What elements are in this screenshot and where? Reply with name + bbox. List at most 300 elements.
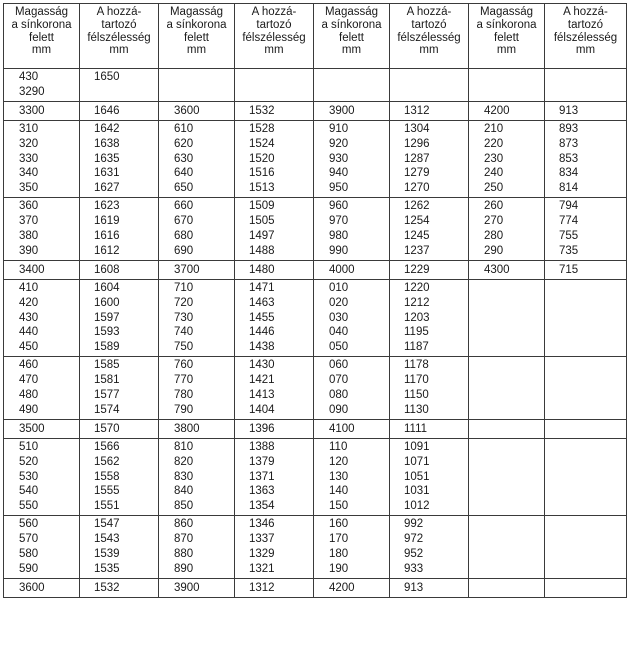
- halfwidth-cell: [80, 516, 159, 579]
- cell-value: 1203: [404, 311, 430, 324]
- height-cell: [469, 279, 545, 356]
- cell-value: 090: [329, 403, 349, 416]
- cell-value: 660: [174, 200, 194, 213]
- height-cell: [314, 260, 390, 279]
- cell-value: 1312: [404, 104, 430, 117]
- height-cell: [469, 120, 545, 197]
- cell-value: 490: [19, 403, 39, 416]
- cell-value: 1562: [94, 455, 120, 468]
- halfwidth-cell: [235, 198, 314, 261]
- cell-value: 1566: [94, 440, 120, 453]
- height-cell: [159, 101, 235, 120]
- cell-value: 610: [174, 122, 194, 135]
- cell-value: 1516: [249, 167, 275, 180]
- halfwidth-cell: [80, 279, 159, 356]
- cell-value: 940: [329, 167, 349, 180]
- halfwidth-cell: [390, 438, 469, 515]
- cell-value: 910: [329, 122, 349, 135]
- halfwidth-cell: [80, 198, 159, 261]
- halfwidth-cell: [80, 120, 159, 197]
- cell-value: 1535: [94, 562, 120, 575]
- cell-value: 570: [19, 533, 39, 546]
- cell-value: 920: [329, 137, 349, 150]
- halfwidth-cell: [545, 578, 627, 597]
- cell-value: 670: [174, 215, 194, 228]
- cell-value: 060: [329, 359, 349, 372]
- cell-value: 1480: [249, 263, 275, 276]
- cell-value: 040: [329, 326, 349, 339]
- cell-value: 1604: [94, 281, 120, 294]
- cell-value: 760: [174, 359, 194, 372]
- halfwidth-cell: [235, 260, 314, 279]
- cell-value: 1279: [404, 167, 430, 180]
- cell-value: 1497: [249, 230, 275, 243]
- halfwidth-cell: [235, 69, 314, 102]
- cell-value: 460: [19, 359, 39, 372]
- halfwidth-cell: [80, 578, 159, 597]
- cell-value: 680: [174, 230, 194, 243]
- height-cell: [314, 438, 390, 515]
- height-cell: [159, 419, 235, 438]
- cell-value: 980: [329, 230, 349, 243]
- halfwidth-cell: [390, 357, 469, 420]
- halfwidth-cell: [80, 357, 159, 420]
- height-cell: [4, 279, 80, 356]
- cell-value: 620: [174, 137, 194, 150]
- halfwidth-cell: [235, 516, 314, 579]
- header-line: A hozzá-: [406, 6, 452, 18]
- height-cell: [159, 438, 235, 515]
- cell-value: 020: [329, 296, 349, 309]
- halfwidth-cell: [545, 438, 627, 515]
- cell-value: 730: [174, 311, 194, 324]
- cell-value: 050: [329, 341, 349, 354]
- cell-value: 890: [174, 562, 194, 575]
- cell-value: 950: [329, 182, 349, 195]
- cell-value: 1513: [249, 182, 275, 195]
- cell-value: 1388: [249, 440, 275, 453]
- cell-value: 450: [19, 341, 39, 354]
- cell-value: 1150: [404, 389, 429, 402]
- cell-value: 1287: [404, 152, 430, 165]
- height-cell: [4, 69, 80, 102]
- cell-value: 630: [174, 152, 194, 165]
- cell-value: 220: [484, 137, 504, 150]
- height-cell: [159, 279, 235, 356]
- cell-value: 3290: [19, 85, 45, 98]
- halfwidth-cell: [545, 279, 627, 356]
- halfwidth-cell: [390, 198, 469, 261]
- cell-value: 1520: [249, 152, 275, 165]
- header-line: felett: [494, 31, 519, 44]
- cell-value: 270: [484, 215, 504, 228]
- cell-value: 370: [19, 215, 39, 228]
- clearance-table: [3, 3, 627, 598]
- cell-value: 720: [174, 296, 194, 309]
- cell-value: 1509: [249, 200, 275, 213]
- halfwidth-cell: [80, 101, 159, 120]
- table-wrapper: [3, 3, 626, 598]
- summary-row: [4, 419, 627, 438]
- cell-value: 1642: [94, 122, 120, 135]
- height-cell: [159, 578, 235, 597]
- header-line: Magasság: [479, 6, 534, 18]
- cell-value: 1577: [94, 389, 120, 402]
- cell-value: 1270: [404, 182, 430, 195]
- cell-value: 750: [174, 341, 194, 354]
- cell-value: 360: [19, 200, 39, 213]
- cell-value: 190: [329, 562, 349, 575]
- height-cell: [159, 357, 235, 420]
- halfwidth-cell: [235, 438, 314, 515]
- cell-value: 1304: [404, 122, 430, 135]
- halfwidth-cell: [390, 260, 469, 279]
- halfwidth-cell: [390, 69, 469, 102]
- halfwidth-cell: [80, 69, 159, 102]
- cell-value: 930: [329, 152, 349, 165]
- cell-value: 972: [404, 533, 424, 546]
- height-cell: [469, 198, 545, 261]
- summary-row: [4, 260, 627, 279]
- cell-value: 735: [559, 244, 579, 257]
- cell-value: 1593: [94, 326, 120, 339]
- header-line: mm: [264, 44, 284, 57]
- cell-value: 780: [174, 389, 194, 402]
- height-cell: [4, 578, 80, 597]
- halfwidth-cell: [390, 120, 469, 197]
- cell-value: 1229: [404, 263, 430, 276]
- cell-value: 810: [174, 440, 194, 453]
- cell-value: 1589: [94, 341, 120, 354]
- cell-value: 430: [19, 311, 39, 324]
- header-line: A hozzá-: [251, 6, 297, 18]
- height-cell: [469, 101, 545, 120]
- cell-value: 3500: [19, 422, 45, 435]
- header-line: felett: [29, 31, 54, 44]
- halfwidth-cell: [545, 69, 627, 102]
- cell-value: 794: [559, 200, 579, 213]
- cell-value: 1543: [94, 533, 120, 546]
- cell-value: 1329: [249, 548, 275, 561]
- halfwidth-cell: [545, 101, 627, 120]
- cell-value: 1608: [94, 263, 120, 276]
- height-cell: [4, 101, 80, 120]
- header-line: a sínkorona: [11, 18, 72, 31]
- header-line: Magasság: [169, 6, 224, 18]
- height-cell: [4, 419, 80, 438]
- cell-value: 380: [19, 230, 39, 243]
- header-line: mm: [419, 44, 439, 57]
- cell-value: 1363: [249, 485, 275, 498]
- cell-value: 3700: [174, 263, 200, 276]
- halfwidth-cell: [390, 516, 469, 579]
- table-row: [4, 438, 627, 515]
- cell-value: 3900: [329, 104, 355, 117]
- cell-value: 3300: [19, 104, 45, 117]
- height-cell: [314, 101, 390, 120]
- cell-value: 1585: [94, 359, 120, 372]
- height-cell: [159, 260, 235, 279]
- height-cell: [4, 438, 80, 515]
- cell-value: 710: [174, 281, 194, 294]
- cell-value: 1178: [404, 359, 429, 372]
- cell-value: 1635: [94, 152, 120, 165]
- halfwidth-cell: [235, 101, 314, 120]
- cell-value: 1321: [249, 562, 275, 575]
- cell-value: 913: [404, 581, 424, 594]
- cell-value: 010: [329, 281, 349, 294]
- cell-value: 320: [19, 137, 39, 150]
- cell-value: 4100: [329, 422, 355, 435]
- cell-value: 1539: [94, 548, 120, 561]
- header-line: mm: [575, 44, 596, 57]
- cell-value: 1413: [249, 389, 275, 402]
- cell-value: 1463: [249, 296, 275, 309]
- cell-value: 893: [559, 122, 579, 135]
- height-cell: [4, 357, 80, 420]
- cell-value: 880: [174, 548, 194, 561]
- halfwidth-cell: [80, 260, 159, 279]
- header-line: Magasság: [14, 6, 69, 18]
- header-halfwidth: [80, 4, 159, 69]
- header-line: a sínkorona: [476, 18, 537, 31]
- cell-value: 140: [329, 485, 349, 498]
- header-line: mm: [186, 44, 207, 57]
- cell-value: 1012: [404, 500, 430, 513]
- cell-value: 1650: [94, 71, 120, 83]
- cell-value: 4200: [484, 104, 510, 117]
- cell-value: 913: [559, 104, 579, 117]
- cell-value: 850: [174, 500, 194, 513]
- halfwidth-cell: [545, 198, 627, 261]
- cell-value: 310: [19, 122, 39, 135]
- summary-row: [4, 101, 627, 120]
- height-cell: [314, 357, 390, 420]
- cell-value: 1528: [249, 122, 275, 135]
- cell-value: 1446: [249, 326, 275, 339]
- height-cell: [469, 516, 545, 579]
- cell-value: 1570: [94, 422, 120, 435]
- header-line: tartozó: [256, 18, 292, 31]
- halfwidth-cell: [235, 419, 314, 438]
- cell-value: 820: [174, 455, 194, 468]
- cell-value: 1396: [249, 422, 275, 435]
- table-row: [4, 357, 627, 420]
- cell-value: 340: [19, 167, 39, 180]
- table-row: [4, 279, 627, 356]
- cell-value: 1438: [249, 341, 275, 354]
- cell-value: 770: [174, 374, 194, 387]
- cell-value: 470: [19, 374, 39, 387]
- cell-value: 1574: [94, 403, 120, 416]
- cell-value: 1170: [404, 374, 429, 387]
- header-height: [314, 4, 390, 69]
- cell-value: 420: [19, 296, 39, 309]
- header-line: A hozzá-: [563, 6, 608, 18]
- cell-value: 260: [484, 200, 504, 213]
- header-row: [4, 4, 627, 69]
- cell-value: 1597: [94, 311, 120, 324]
- cell-value: 3600: [19, 581, 45, 594]
- height-cell: [4, 516, 80, 579]
- cell-value: 120: [329, 455, 349, 468]
- cell-value: 960: [329, 200, 349, 213]
- cell-value: 860: [174, 518, 194, 531]
- cell-value: 480: [19, 389, 39, 402]
- cell-value: 1555: [94, 485, 120, 498]
- cell-value: 1551: [94, 500, 120, 513]
- cell-value: 3600: [174, 104, 200, 117]
- header-halfwidth: [545, 4, 627, 69]
- height-cell: [159, 69, 235, 102]
- height-cell: [4, 260, 80, 279]
- cell-value: 250: [484, 182, 504, 195]
- table-row: [4, 69, 627, 102]
- cell-value: 1488: [249, 244, 275, 257]
- cell-value: 990: [329, 244, 349, 257]
- cell-value: 853: [559, 152, 579, 165]
- cell-value: 690: [174, 244, 194, 257]
- halfwidth-cell: [235, 120, 314, 197]
- header-line: felett: [184, 31, 209, 44]
- cell-value: 1111: [404, 422, 428, 435]
- cell-value: 1581: [94, 374, 120, 387]
- table-row: [4, 516, 627, 579]
- header-line: mm: [109, 44, 129, 57]
- cell-value: 1220: [404, 281, 430, 294]
- summary-row: [4, 578, 627, 597]
- header-line: a sínkorona: [166, 18, 227, 31]
- cell-value: 1245: [404, 230, 430, 243]
- cell-value: 1524: [249, 137, 275, 150]
- height-cell: [469, 438, 545, 515]
- cell-value: 180: [329, 548, 349, 561]
- cell-value: 1031: [404, 485, 430, 498]
- cell-value: 774: [559, 215, 579, 228]
- height-cell: [314, 578, 390, 597]
- cell-value: 560: [19, 518, 39, 531]
- halfwidth-cell: [390, 419, 469, 438]
- cell-value: 1212: [404, 296, 430, 309]
- height-cell: [469, 419, 545, 438]
- height-cell: [469, 260, 545, 279]
- cell-value: 1421: [249, 374, 275, 387]
- cell-value: 130: [329, 470, 349, 483]
- header-halfwidth: [235, 4, 314, 69]
- halfwidth-cell: [390, 578, 469, 597]
- table-body: [4, 69, 627, 598]
- halfwidth-cell: [235, 578, 314, 597]
- cell-value: 1532: [249, 104, 275, 117]
- cell-value: 814: [559, 182, 579, 195]
- cell-value: 840: [174, 485, 194, 498]
- cell-value: 1627: [94, 182, 120, 195]
- cell-value: 1187: [404, 341, 429, 354]
- cell-value: 1312: [249, 581, 275, 594]
- cell-value: 210: [484, 122, 504, 135]
- header-line: félszélesség: [397, 31, 461, 44]
- cell-value: 150: [329, 500, 349, 513]
- cell-value: 530: [19, 470, 39, 483]
- height-cell: [159, 120, 235, 197]
- cell-value: 330: [19, 152, 39, 165]
- height-cell: [314, 419, 390, 438]
- height-cell: [469, 69, 545, 102]
- cell-value: 1471: [249, 281, 275, 294]
- cell-value: 1254: [404, 215, 430, 228]
- cell-value: 4000: [329, 263, 355, 276]
- header-line: mm: [31, 44, 52, 57]
- cell-value: 1130: [404, 403, 429, 416]
- halfwidth-cell: [545, 357, 627, 420]
- cell-value: 390: [19, 244, 39, 257]
- cell-value: 590: [19, 562, 39, 575]
- cell-value: 230: [484, 152, 504, 165]
- cell-value: 830: [174, 470, 194, 483]
- height-cell: [314, 198, 390, 261]
- cell-value: 1558: [94, 470, 120, 483]
- header-height: [159, 4, 235, 69]
- height-cell: [4, 120, 80, 197]
- halfwidth-cell: [390, 279, 469, 356]
- halfwidth-cell: [80, 438, 159, 515]
- cell-value: 1296: [404, 137, 430, 150]
- cell-value: 290: [484, 244, 504, 257]
- header-line: a sínkorona: [321, 18, 382, 31]
- cell-value: 1616: [94, 230, 120, 243]
- header-line: félszélesség: [553, 31, 618, 44]
- header-line: tartozó: [101, 18, 137, 31]
- cell-value: 240: [484, 167, 504, 180]
- cell-value: 080: [329, 389, 349, 402]
- halfwidth-cell: [235, 357, 314, 420]
- cell-value: 992: [404, 518, 424, 531]
- cell-value: 3800: [174, 422, 200, 435]
- header-line: félszélesség: [242, 31, 306, 44]
- header-halfwidth: [390, 4, 469, 69]
- cell-value: 1505: [249, 215, 275, 228]
- cell-value: 550: [19, 500, 39, 513]
- header-line: mm: [341, 44, 362, 57]
- height-cell: [314, 69, 390, 102]
- cell-value: 1091: [404, 440, 430, 453]
- cell-value: 1547: [94, 518, 120, 531]
- cell-value: 1612: [94, 244, 120, 257]
- cell-value: 1619: [94, 215, 120, 228]
- height-cell: [314, 279, 390, 356]
- cell-value: 640: [174, 167, 194, 180]
- cell-value: 873: [559, 137, 579, 150]
- cell-value: 410: [19, 281, 39, 294]
- cell-value: 110: [329, 440, 348, 453]
- cell-value: 650: [174, 182, 194, 195]
- cell-value: 1354: [249, 500, 275, 513]
- cell-value: 1638: [94, 137, 120, 150]
- header-line: A hozzá-: [96, 6, 142, 18]
- cell-value: 440: [19, 326, 39, 339]
- halfwidth-cell: [545, 260, 627, 279]
- cell-value: 1600: [94, 296, 120, 309]
- cell-value: 1631: [94, 167, 120, 180]
- header-line: félszélesség: [87, 31, 151, 44]
- cell-value: 1262: [404, 200, 430, 213]
- cell-value: 280: [484, 230, 504, 243]
- cell-value: 1237: [404, 244, 430, 257]
- cell-value: 1379: [249, 455, 275, 468]
- cell-value: 1051: [404, 470, 430, 483]
- cell-value: 1195: [404, 326, 429, 339]
- cell-value: 1071: [404, 455, 430, 468]
